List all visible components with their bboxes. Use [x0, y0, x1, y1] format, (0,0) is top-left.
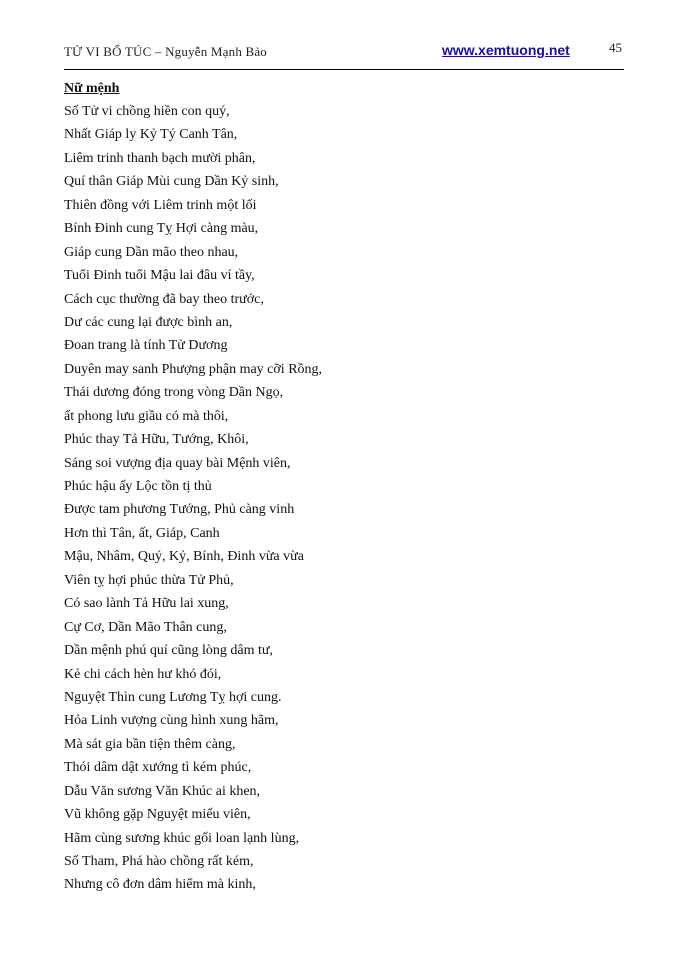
verse-line: Hơn thì Tân, ất, Giáp, Canh [64, 525, 220, 541]
section-heading: Nữ mệnh [64, 81, 120, 96]
verse-line: Số Tử vi chồng hiền con quý, [64, 104, 230, 119]
verse-line: Mà sát gia bần tiện thêm càng, [64, 736, 236, 752]
verse-line: Được tam phương Tướng, Phủ càng vinh [64, 502, 295, 518]
verse-line: Giáp cung Dần mão theo nhau, [64, 244, 239, 260]
verse-line: Duyên may sanh Phượng phận may cỡi Rồng, [64, 361, 323, 377]
verse-line: Cự Cơ, Dần Mão Thân cung, [64, 619, 227, 635]
page-number: 45 [609, 40, 622, 55]
verse-line: Viên tỵ hợi phúc thừa Tử Phủ, [64, 572, 234, 588]
verse-line: Liêm trinh thanh bạch mười phân, [64, 150, 256, 166]
verse-line: Nhất Giáp ly Kỷ Tý Canh Tân, [64, 127, 238, 143]
header-divider [64, 69, 624, 70]
verse-line: Phúc thay Tả Hữu, Tướng, Khôi, [64, 432, 249, 448]
verse-line: Phúc hậu ấy Lộc tồn tị thủ [64, 479, 212, 494]
verse-line: Vũ không gặp Nguyệt miếu viên, [64, 807, 251, 823]
verse-line: Tuổi Đinh tuổi Mậu lai đâu ví tầy, [64, 268, 255, 284]
verse-line: Nhưng cô đơn dâm hiểm mà kinh, [64, 877, 256, 893]
verse-line: Thói dâm dật xướng tì kém phúc, [64, 760, 252, 776]
verse-line: ất phong lưu giầu có mà thôi, [64, 408, 229, 424]
verse-line: Kẻ chi cách hèn hư khó đói, [64, 666, 222, 682]
page-header [64, 40, 624, 64]
website-link[interactable]: www.xemtuong.net [442, 42, 570, 58]
verse-line: Dư các cung lại được bình an, [64, 314, 233, 330]
verse-lines [64, 100, 624, 897]
verse-line: Có sao lành Tả Hữu lai xung, [64, 596, 229, 612]
verse-line: Bính Đinh cung Tỵ Hợi càng màu, [64, 221, 259, 237]
verse-line: Quí thân Giáp Mùi cung Dần Kỷ sinh, [64, 174, 279, 190]
verse-line: Hãm cùng sương khúc gối loan lạnh lùng, [64, 830, 300, 846]
verse-line: Đoan trang là tính Tử Dương [64, 338, 228, 354]
book-title: TỬ VI BỔ TÚC – Nguyễn Mạnh Bảo [64, 44, 268, 59]
verse-line: Thiên đồng với Liêm trinh một lối [64, 197, 257, 213]
verse-line: Sáng soi vượng địa quay bài Mệnh viên, [64, 455, 291, 471]
verse-line: Hỏa Linh vượng cùng hình xung hãm, [64, 713, 279, 729]
verse-line: Thái dương đóng trong vòng Dần Ngọ, [64, 385, 284, 401]
verse-line: Dần mệnh phú quí cũng lòng dâm tư, [64, 643, 274, 659]
verse-line: Mậu, Nhâm, Quý, Kỷ, Bính, Đinh vừa vừa [64, 549, 304, 565]
verse-line: Dẫu Văn sương Văn Khúc ai khen, [64, 783, 261, 799]
page-body [64, 77, 624, 897]
verse-line: Cách cục thường đã bay theo trước, [64, 291, 264, 307]
verse-line: Số Tham, Phá hào chồng rất kém, [64, 854, 254, 869]
verse-line: Nguyệt Thìn cung Lương Tỵ hợi cung. [64, 689, 282, 705]
